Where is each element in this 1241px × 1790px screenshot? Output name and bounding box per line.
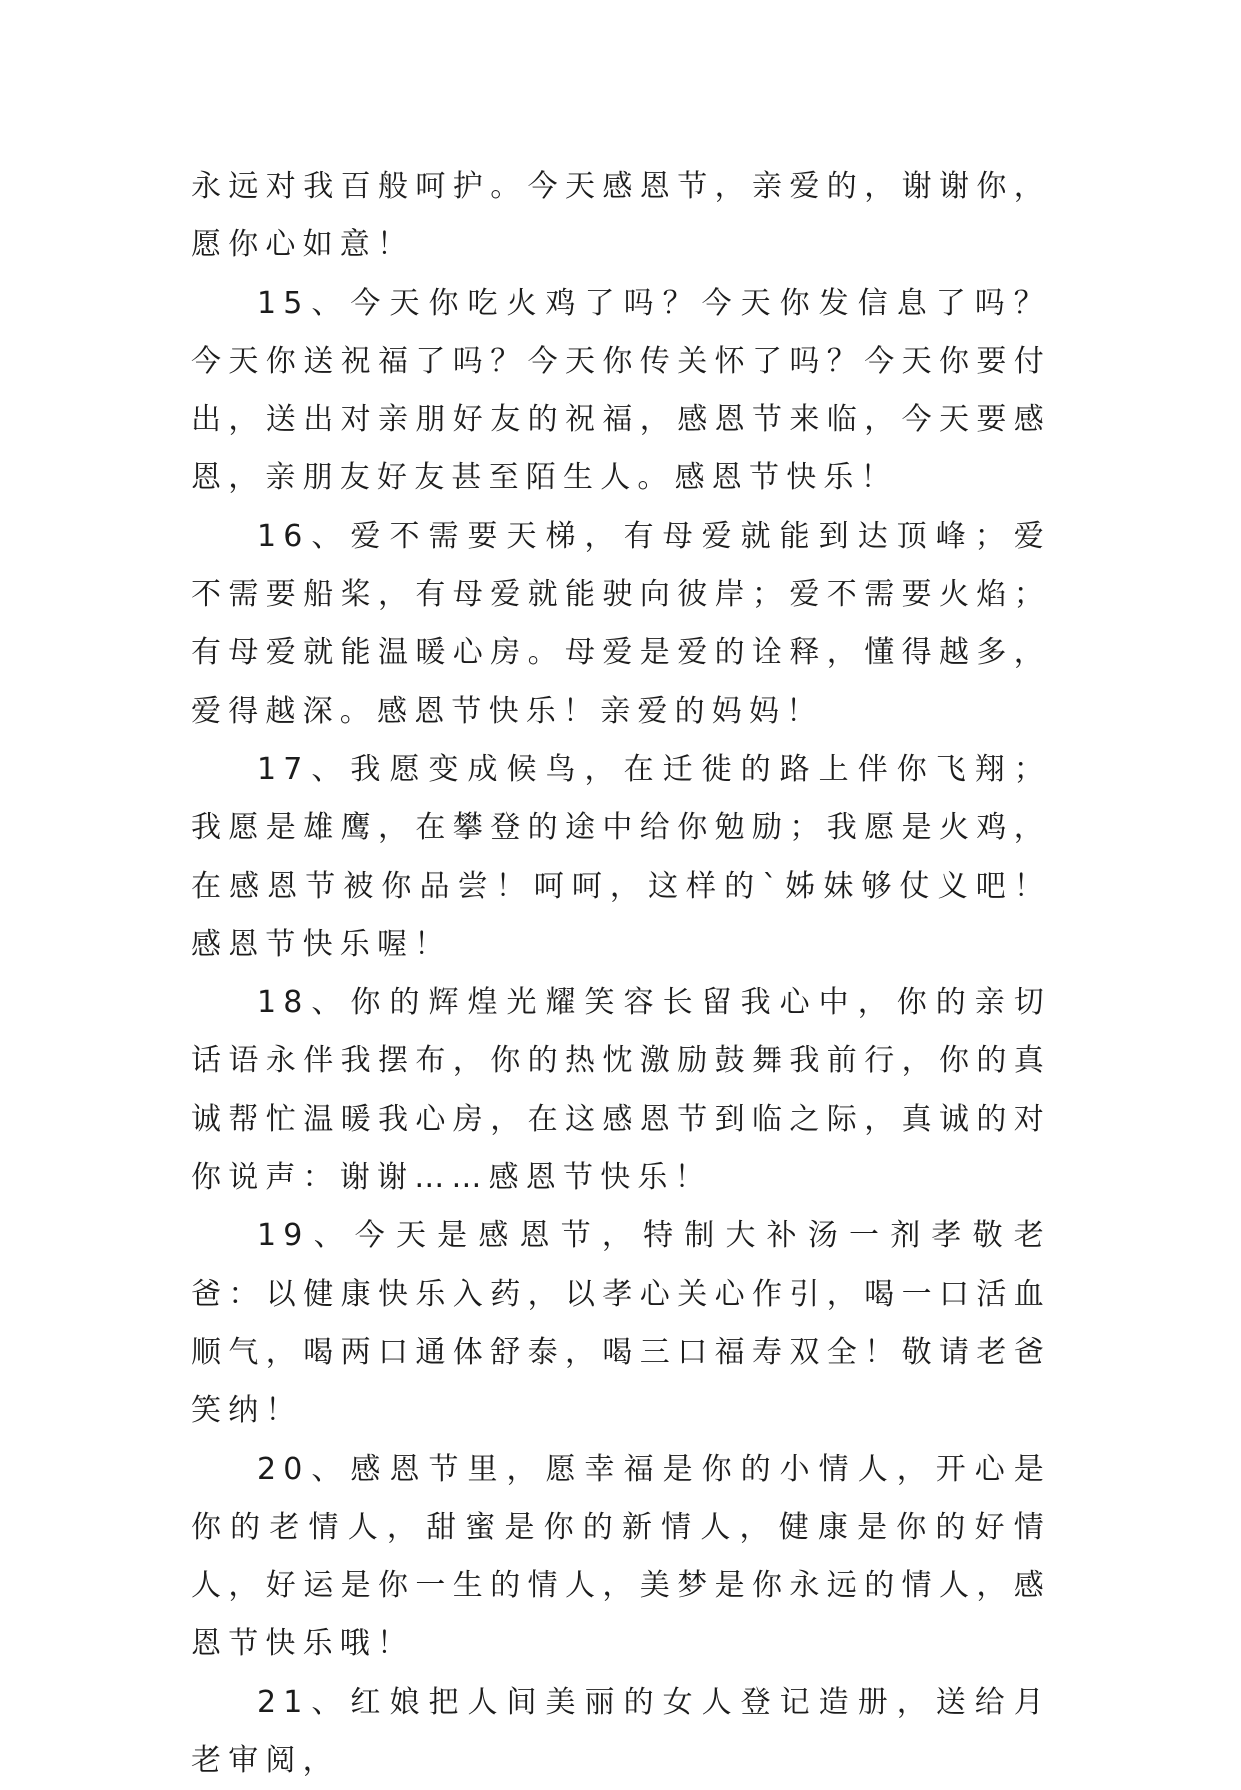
paragraph-18: 18、你的辉煌光耀笑容长留我心中，你的亲切话语永伴我摆布，你的热忱激励鼓舞我前行，你的真诚帮忙温暖我心房，在这感恩节到临之际，真诚的对你说声：谢谢……感恩节快乐！	[191, 985, 1051, 1196]
paragraph-15: 15、今天你吃火鸡了吗？今天你发信息了吗？今天你送祝福了吗？今天你传关怀了吗？今天你要付出，送出对亲朋好友的祝福，感恩节来临，今天要感恩，亲朋友好友甚至陌生人。感恩节快乐！	[191, 285, 1051, 496]
paragraph-20: 20、感恩节里，愿幸福是你的小情人，开心是你的老情人，甜蜜是你的新情人，健康是你的好情人，好运是你一生的情人，美梦是你永远的情人，感恩节快乐哦！	[191, 1451, 1051, 1662]
paragraph-16: 16、爱不需要天梯，有母爱就能到达顶峰；爱不需要船桨，有母爱就能驶向彼岸；爱不需要火焰；有母爱就能温暖心房。母爱是爱的诠释，懂得越多，爱得越深。感恩节快乐！亲爱的妈妈！	[191, 518, 1051, 729]
paragraph-21: 21、红娘把人间美丽的女人登记造册，送给月老审阅，	[191, 1684, 1051, 1779]
paragraph-19: 19、今天是感恩节，特制大补汤一剂孝敬老爸：以健康快乐入药，以孝心关心作引，喝一口活血顺气，喝两口通体舒泰，喝三口福寿双全！敬请老爸笑纳！	[191, 1218, 1051, 1429]
paragraph-continuation: 永远对我百般呵护。今天感恩节，亲爱的，谢谢你，愿你心如意！	[191, 169, 1051, 263]
paragraph-17: 17、我愿变成候鸟，在迁徙的路上伴你飞翔；我愿是雄鹰，在攀登的途中给你勉励；我愿是火鸡，在感恩节被你品尝！呵呵，这样的`姊妹够仗义吧！感恩节快乐喔！	[191, 751, 1051, 962]
document-body	[191, 158, 1051, 1790]
